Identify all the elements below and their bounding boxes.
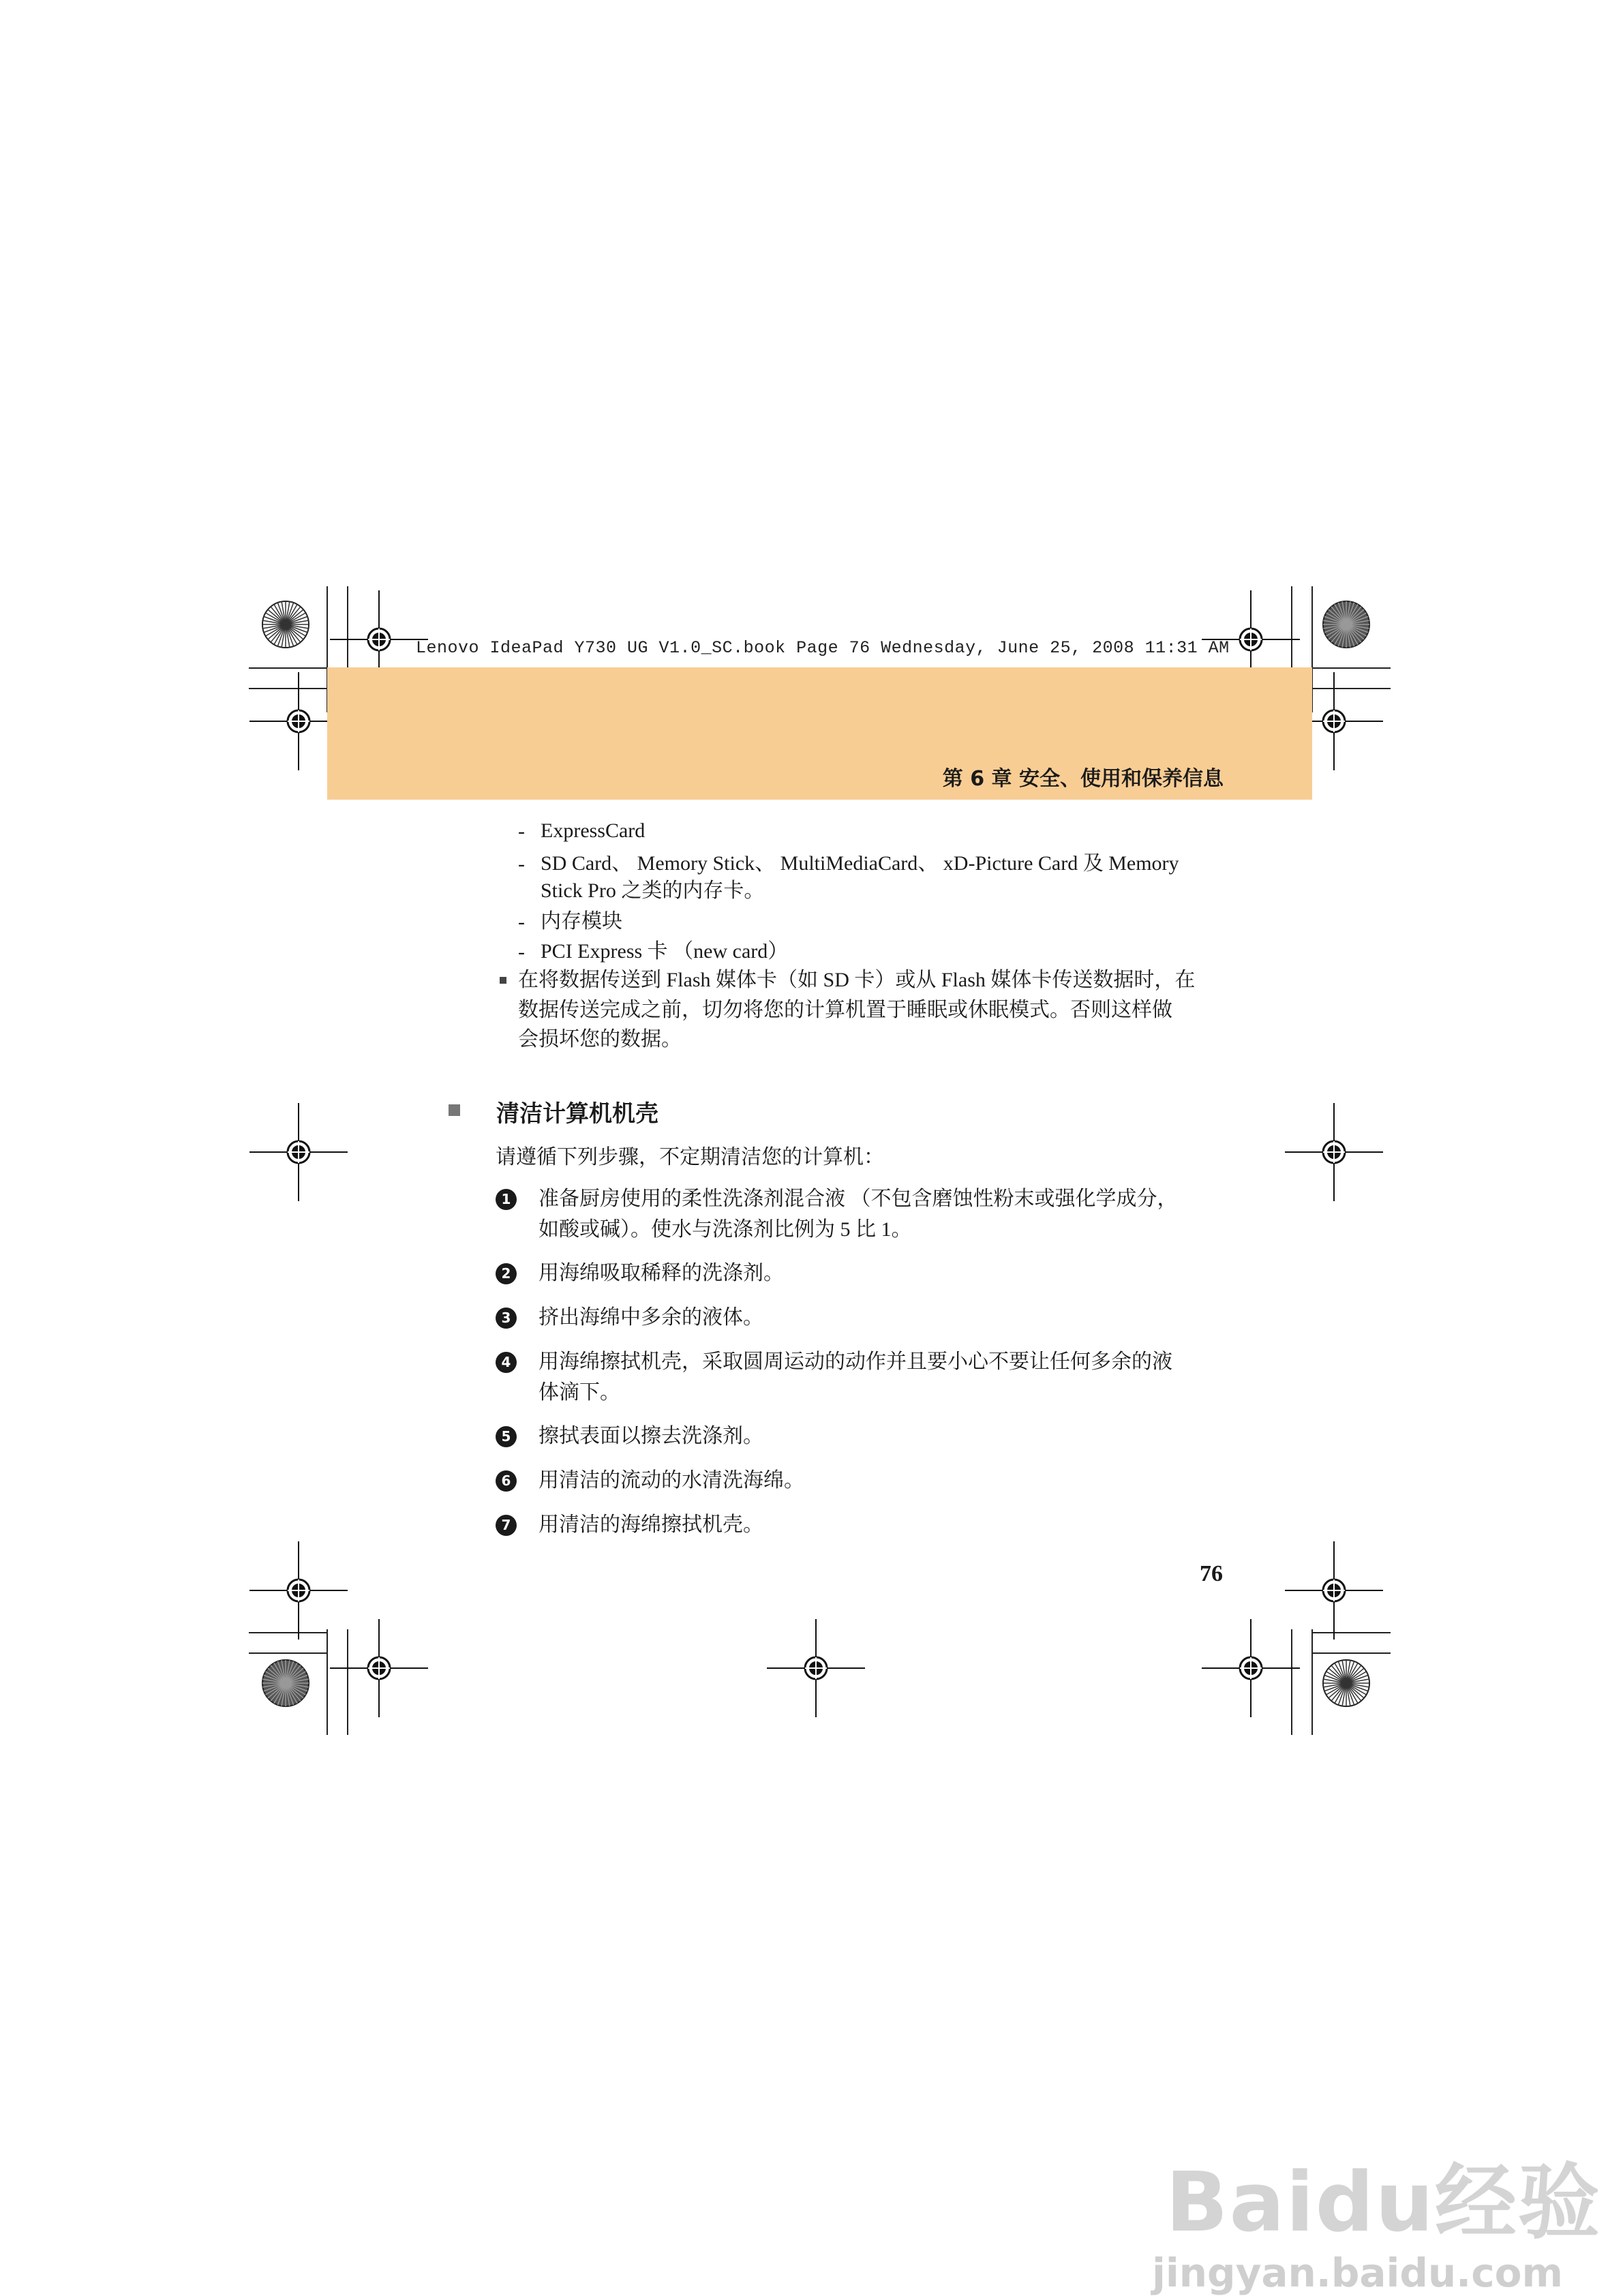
- step-number-icon: 4: [496, 1352, 517, 1373]
- list-item-continuation: Stick Pro 之类的内存卡。: [541, 879, 765, 902]
- step-number-icon: 1: [496, 1189, 517, 1210]
- step-text: 用海绵吸取稀释的洗涤剂。: [539, 1262, 784, 1284]
- section-title: 清洁计算机机壳: [496, 1100, 658, 1128]
- list-item: ExpressCard: [541, 819, 646, 842]
- list-item: PCI Express 卡 （new card）: [541, 940, 789, 963]
- bullet-line: 数据传送完成之前，切勿将您的计算机置于睡眠或休眠模式。否则这样做: [518, 999, 1172, 1021]
- watermark-logo: Baidu经验: [1166, 2156, 1601, 2250]
- step-text: 用清洁的流动的水清洗海绵。: [539, 1469, 804, 1492]
- step-text: 体滴下。: [539, 1381, 620, 1404]
- step-number-icon: 2: [496, 1263, 517, 1284]
- step-text: 如酸或碱）。使水与洗涤剂比例为 5 比 1。: [539, 1218, 912, 1241]
- step-text: 挤出海绵中多余的液体。: [539, 1306, 763, 1329]
- chapter-title: 第 6 章 安全、使用和保养信息: [942, 767, 1224, 791]
- sunburst-registration-icon: [1323, 1660, 1369, 1706]
- watermark-url: jingyan.baidu.com: [1152, 2250, 1563, 2296]
- step-text: 用清洁的海绵擦拭机壳。: [539, 1513, 763, 1536]
- registration-target-icon: [767, 1619, 865, 1717]
- registration-target-icon: [1285, 1541, 1383, 1640]
- registration-target-icon: [330, 1619, 428, 1717]
- registration-target-icon: [1202, 1619, 1300, 1717]
- section-intro: 请遵循下列步骤，不定期清洁您的计算机：: [496, 1146, 884, 1168]
- step-text: 准备厨房使用的柔性洗涤剂混合液 （不包含磨蚀性粉末或强化学成分，: [539, 1188, 1178, 1210]
- book-info-line: Lenovo IdeaPad Y730 UG V1.0_SC.book Page 76 Wednesday, June 25, 2008 11:31 AM: [416, 638, 1230, 658]
- step-number-icon: 7: [496, 1515, 517, 1536]
- heading-square-icon: [449, 1104, 460, 1116]
- step-number-icon: 3: [496, 1308, 517, 1329]
- registration-target-icon: [1285, 1103, 1383, 1201]
- registration-target-icon: [249, 1541, 348, 1640]
- registration-target-icon: [249, 1103, 348, 1201]
- sunburst-registration-icon: [262, 1660, 309, 1706]
- bullet-square-icon: [500, 977, 506, 984]
- step-text: 用海绵擦拭机壳，采取圆周运动的动作并且要小心不要让任何多余的液: [539, 1350, 1172, 1373]
- bullet-line: 会损坏您的数据。: [518, 1028, 682, 1051]
- page-number: 76: [1200, 1561, 1223, 1586]
- bullet-line: 在将数据传送到 Flash 媒体卡（如 SD 卡）或从 Flash 媒体卡传送数据时，在: [518, 969, 1196, 991]
- step-number-icon: 6: [496, 1470, 517, 1492]
- chapter-header-band: [327, 667, 1312, 800]
- list-item: SD Card、 Memory Stick、 MultiMediaCard、 xD-Picture Card 及 Memory: [541, 852, 1179, 875]
- step-number-icon: 5: [496, 1426, 517, 1447]
- sunburst-registration-icon: [262, 601, 309, 648]
- sunburst-registration-icon: [1323, 601, 1369, 648]
- list-item: 内存模块: [541, 910, 622, 933]
- step-text: 擦拭表面以擦去洗涤剂。: [539, 1425, 763, 1447]
